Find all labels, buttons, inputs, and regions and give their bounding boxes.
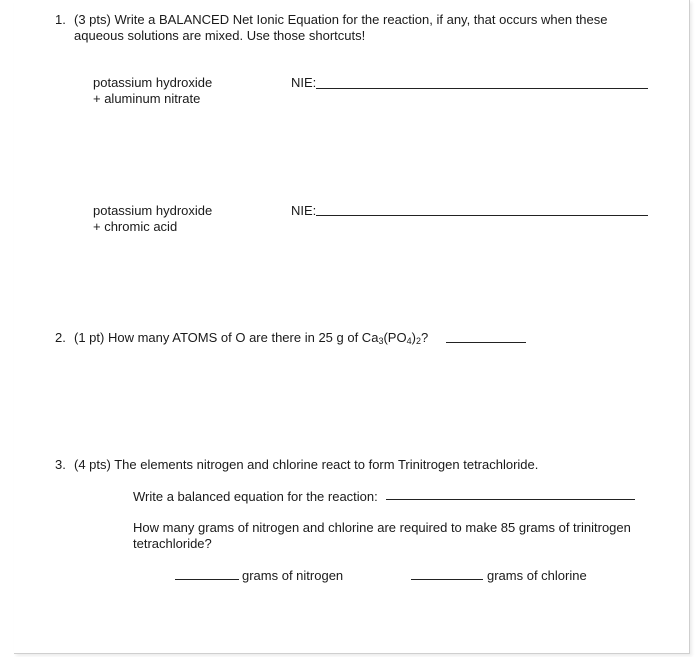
q3b-nitrogen-blank[interactable]: [175, 579, 239, 580]
q1-prompt-line2: aqueous solutions are mixed. Use those shortcuts!: [74, 28, 366, 43]
q3-prompt: (4 pts) The elements nitrogen and chlorine react to form Trinitrogen tetrachloride.: [74, 457, 539, 472]
q1b-reactant1: potassium hydroxide: [93, 203, 213, 218]
q3b-prompt-line2: tetrachloride?: [133, 536, 212, 551]
q3b-nitrogen-label: grams of nitrogen: [242, 568, 344, 583]
q1-prompt-line1: (3 pts) Write a BALANCED Net Ionic Equation for the reaction, if any, that occurs when these: [74, 12, 608, 27]
q2-prompt: (1 pt) How many ATOMS of O are there in 25 g of $Ca_3(PO_4)_2$?: [74, 330, 429, 346]
q1b-answer-blank[interactable]: [316, 215, 648, 216]
q3-number: 3.: [55, 457, 66, 472]
q3a-answer-blank[interactable]: [386, 499, 635, 500]
q2-answer-blank[interactable]: [446, 342, 526, 343]
q3b-chlorine-label: grams of chlorine: [487, 568, 587, 583]
q1b-reactant2: + chromic acid: [93, 219, 178, 234]
q3b-prompt-line1: How many grams of nitrogen and chlorine are required to make 85 grams of trinitrogen: [133, 520, 631, 535]
q3b-chlorine-blank[interactable]: [411, 579, 483, 580]
q1b-nie-label: NIE:: [291, 203, 317, 218]
q1a-reactant1: potassium hydroxide: [93, 75, 213, 90]
q1a-nie-label: NIE:: [291, 75, 317, 90]
q1a-reactant2: + aluminum nitrate: [93, 91, 201, 106]
q2-number: 2.: [55, 330, 66, 345]
q3a-prompt: Write a balanced equation for the reaction:: [133, 489, 378, 504]
q1-number: 1.: [55, 12, 66, 27]
q1a-answer-blank[interactable]: [316, 88, 648, 89]
